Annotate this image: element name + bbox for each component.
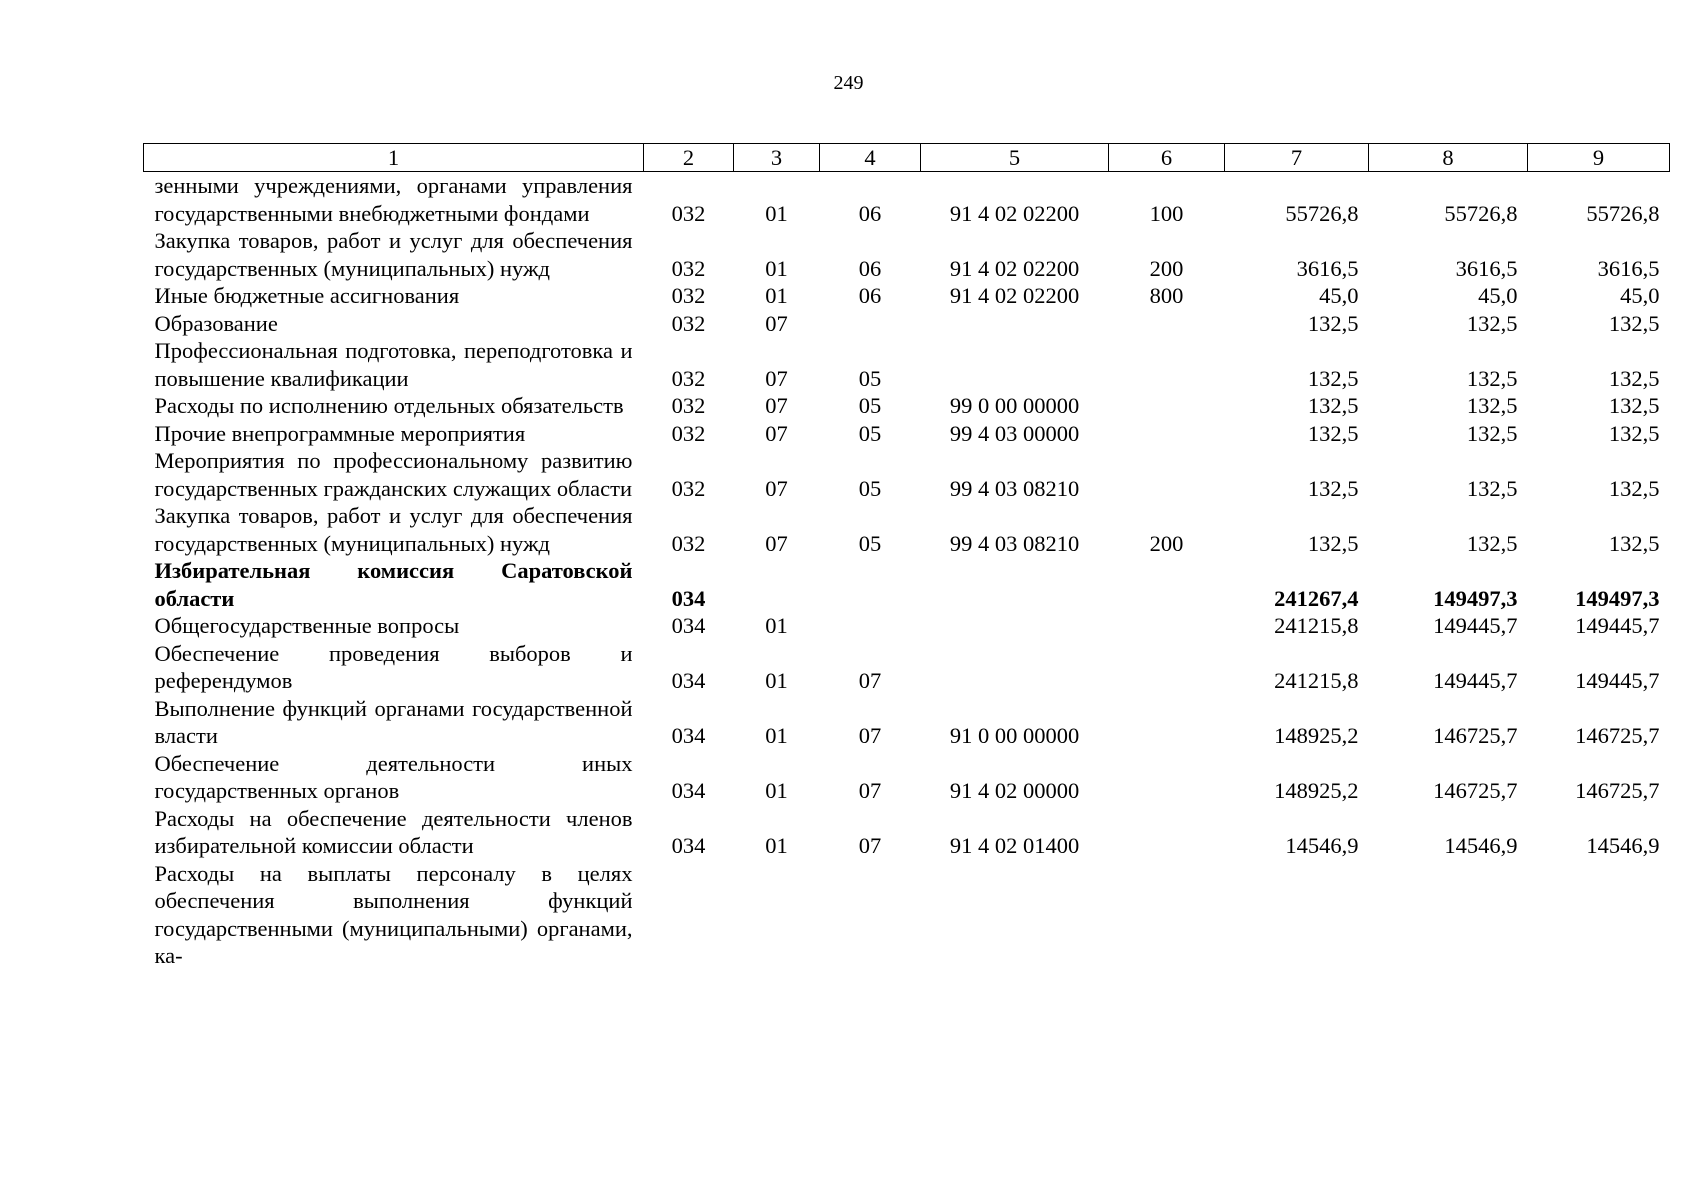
cell-col-6 (1109, 695, 1225, 750)
cell-col-3: 01 (765, 200, 788, 226)
column-header-7: 7 (1225, 144, 1369, 172)
cell-col-4: 06 (858, 283, 882, 308)
cell-col-9: 55726,8 (1586, 200, 1660, 226)
row-description: Мероприятия по профессиональному развитию государственных гражданских служащих области (154, 448, 633, 501)
row-description: Избирательная комиссия Саратовской области (154, 558, 633, 611)
cell-col-4: 05 (858, 530, 882, 556)
cell-col-3: 01 (765, 255, 788, 281)
cell-col-9: 132,5 (1608, 365, 1660, 391)
cell-col-9: 132,5 (1608, 310, 1660, 336)
cell-col-7: 132,5 (1307, 475, 1359, 501)
cell-col-9: 132,5 (1608, 475, 1660, 501)
table-row (144, 502, 1670, 557)
budget-table (143, 143, 1670, 970)
cell-col-7: 132,5 (1307, 393, 1359, 418)
cell-col-3: 01 (765, 723, 788, 748)
cell-col-7: 132,5 (1307, 365, 1359, 391)
cell-col-8: 132,5 (1466, 420, 1518, 446)
cell-col-2: 032 (671, 420, 706, 446)
cell-col-3: 07 (765, 310, 788, 336)
cell-col-5: 99 4 03 08210 (949, 475, 1080, 501)
cell-col-3: 07 (765, 393, 788, 418)
cell-col-8: 146725,7 (1433, 723, 1518, 748)
cell-col-6: 200 (1149, 530, 1184, 556)
cell-col-6 (1109, 612, 1225, 640)
cell-col-2: 032 (671, 530, 706, 556)
cell-col-5 (921, 640, 1109, 695)
cell-col-3: 07 (765, 530, 788, 556)
cell-col-9: 149445,7 (1575, 668, 1660, 693)
cell-col-7: 132,5 (1307, 530, 1359, 556)
cell-col-6: 100 (1149, 200, 1184, 226)
cell-col-7: 148925,2 (1274, 723, 1359, 748)
cell-col-7: 3616,5 (1296, 255, 1359, 281)
cell-col-3: 01 (765, 833, 788, 858)
table-row (144, 310, 1670, 338)
table-row (144, 282, 1670, 310)
cell-col-6 (1109, 640, 1225, 695)
cell-col-5: 99 4 03 08210 (949, 530, 1080, 556)
row-description: Закупка товаров, работ и услуг для обеспечения государственных (муниципальных) нужд (154, 228, 633, 281)
cell-col-4 (820, 612, 921, 640)
cell-col-4: 05 (858, 420, 882, 446)
table-row (144, 447, 1670, 502)
cell-col-6 (1109, 420, 1225, 448)
cell-col-4 (820, 310, 921, 338)
cell-col-8: 149497,3 (1433, 585, 1518, 611)
cell-col-6 (1109, 392, 1225, 420)
cell-col-5: 99 4 03 00000 (949, 420, 1080, 446)
cell-col-8: 45,0 (1478, 283, 1518, 308)
cell-col-9: 149445,7 (1575, 613, 1660, 638)
cell-col-7: 241267,4 (1274, 585, 1359, 611)
cell-col-4: 05 (858, 475, 882, 501)
cell-col-2: 034 (671, 613, 706, 638)
cell-col-2: 032 (671, 283, 706, 308)
column-header-1: 1 (144, 144, 644, 172)
cell-col-2 (644, 860, 734, 970)
table-row (144, 557, 1670, 612)
cell-col-8: 132,5 (1466, 475, 1518, 501)
table-row (144, 860, 1670, 970)
cell-col-8: 149445,7 (1433, 613, 1518, 638)
cell-col-8: 55726,8 (1444, 200, 1518, 226)
cell-col-6: 800 (1149, 283, 1184, 308)
column-header-2: 2 (644, 144, 734, 172)
cell-col-4: 06 (858, 200, 882, 226)
cell-col-5 (921, 860, 1109, 970)
table-row (144, 750, 1670, 805)
cell-col-6 (1109, 310, 1225, 338)
cell-col-5: 99 0 00 00000 (949, 393, 1080, 418)
cell-col-8: 146725,7 (1433, 778, 1518, 803)
cell-col-4: 07 (858, 668, 882, 693)
cell-col-8: 132,5 (1466, 365, 1518, 391)
table-body (144, 172, 1670, 970)
cell-col-7: 14546,9 (1285, 833, 1359, 858)
row-description: Общегосударственные вопросы (154, 613, 460, 638)
cell-col-3: 07 (765, 475, 788, 501)
cell-col-8: 3616,5 (1455, 255, 1518, 281)
cell-col-7: 241215,8 (1274, 613, 1359, 638)
cell-col-5 (921, 310, 1109, 338)
cell-col-2: 032 (671, 200, 706, 226)
cell-col-5: 91 0 00 00000 (949, 723, 1080, 748)
cell-col-4 (820, 557, 921, 612)
cell-col-8: 132,5 (1466, 393, 1518, 418)
cell-col-9: 45,0 (1620, 283, 1660, 308)
table-row (144, 695, 1670, 750)
cell-col-5: 91 4 02 00000 (949, 778, 1080, 803)
cell-col-5: 91 4 02 02200 (949, 255, 1080, 281)
cell-col-9: 132,5 (1608, 393, 1660, 418)
cell-col-3: 01 (765, 668, 788, 693)
table-row (144, 640, 1670, 695)
cell-col-7: 132,5 (1307, 310, 1359, 336)
row-description: Профессиональная подготовка, переподготовка и повышение квалификации (154, 338, 633, 391)
cell-col-2: 034 (671, 833, 706, 858)
column-header-6: 6 (1109, 144, 1225, 172)
row-description: Расходы на обеспечение деятельности членов избирательной комиссии области (154, 805, 633, 858)
row-description: Обеспечение проведения выборов и референдумов (154, 640, 633, 693)
table-row (144, 172, 1670, 228)
cell-col-6 (1109, 447, 1225, 502)
table-row (144, 612, 1670, 640)
cell-col-7: 45,0 (1319, 283, 1359, 308)
cell-col-9: 3616,5 (1597, 255, 1660, 281)
cell-col-6 (1109, 337, 1225, 392)
cell-col-3: 07 (765, 365, 788, 391)
cell-col-2: 034 (671, 668, 706, 693)
cell-col-7: 132,5 (1307, 420, 1359, 446)
cell-col-9: 14546,9 (1586, 833, 1660, 858)
cell-col-4: 07 (858, 833, 882, 858)
table-row (144, 805, 1670, 860)
cell-col-7: 241215,8 (1274, 668, 1359, 693)
cell-col-5 (921, 612, 1109, 640)
row-description: зенными учреждениями, органами управления государственными внебюджетными фондами (154, 173, 633, 226)
cell-col-8: 149445,7 (1433, 668, 1518, 693)
row-description: Расходы на выплаты персоналу в целях обеспечения выполнения функций государственными (муниципальными) органами, ка- (154, 860, 633, 968)
table-row (144, 392, 1670, 420)
cell-col-5: 91 4 02 02200 (949, 283, 1080, 308)
cell-col-9: 146725,7 (1575, 778, 1660, 803)
cell-col-6 (1109, 557, 1225, 612)
table-row (144, 227, 1670, 282)
cell-col-2: 032 (671, 475, 706, 501)
cell-col-4: 07 (858, 723, 882, 748)
cell-col-6 (1109, 860, 1225, 970)
cell-col-7: 148925,2 (1274, 778, 1359, 803)
cell-col-4: 05 (858, 393, 882, 418)
cell-col-9: 132,5 (1608, 530, 1660, 556)
cell-col-5: 91 4 02 02200 (949, 200, 1080, 226)
cell-col-8 (1369, 860, 1528, 970)
column-header-5: 5 (921, 144, 1109, 172)
table-row (144, 337, 1670, 392)
row-description: Расходы по исполнению отдельных обязательств (154, 393, 624, 418)
cell-col-7 (1225, 860, 1369, 970)
cell-col-2: 032 (671, 393, 706, 418)
cell-col-4: 05 (858, 365, 882, 391)
row-description: Закупка товаров, работ и услуг для обеспечения государственных (муниципальных) нужд (154, 503, 633, 556)
cell-col-7: 55726,8 (1285, 200, 1359, 226)
table-header-row (144, 144, 1670, 172)
cell-col-9: 149497,3 (1575, 585, 1660, 611)
cell-col-5: 91 4 02 01400 (949, 833, 1080, 858)
cell-col-3 (734, 860, 820, 970)
column-header-4: 4 (820, 144, 921, 172)
cell-col-4 (820, 860, 921, 970)
cell-col-8: 14546,9 (1444, 833, 1518, 858)
cell-col-2: 034 (671, 585, 706, 611)
cell-col-4: 06 (858, 255, 882, 281)
cell-col-3: 01 (765, 613, 788, 638)
cell-col-6 (1109, 805, 1225, 860)
cell-col-2: 034 (671, 723, 706, 748)
row-description: Иные бюджетные ассигнования (154, 283, 460, 308)
column-header-3: 3 (734, 144, 820, 172)
cell-col-6: 200 (1149, 255, 1184, 281)
cell-col-3: 01 (765, 778, 788, 803)
cell-col-9: 132,5 (1608, 420, 1660, 446)
cell-col-9: 146725,7 (1575, 723, 1660, 748)
row-description: Выполнение функций органами государственной власти (154, 695, 633, 748)
column-header-9: 9 (1528, 144, 1670, 172)
cell-col-4: 07 (858, 778, 882, 803)
cell-col-3 (734, 557, 820, 612)
cell-col-2: 034 (671, 778, 706, 803)
row-description: Образование (154, 310, 278, 336)
cell-col-6 (1109, 750, 1225, 805)
cell-col-5 (921, 557, 1109, 612)
cell-col-3: 07 (765, 420, 788, 446)
page-number: 249 (833, 72, 864, 94)
table-row (144, 420, 1670, 448)
cell-col-5 (921, 337, 1109, 392)
cell-col-2: 032 (671, 255, 706, 281)
cell-col-3: 01 (765, 283, 788, 308)
row-description: Обеспечение деятельности иных государственных органов (154, 750, 633, 803)
cell-col-2: 032 (671, 365, 706, 391)
cell-col-8: 132,5 (1466, 310, 1518, 336)
cell-col-2: 032 (671, 310, 706, 336)
row-description: Прочие внепрограммные мероприятия (154, 420, 526, 446)
column-header-8: 8 (1369, 144, 1528, 172)
cell-col-8: 132,5 (1466, 530, 1518, 556)
cell-col-9 (1528, 860, 1670, 970)
